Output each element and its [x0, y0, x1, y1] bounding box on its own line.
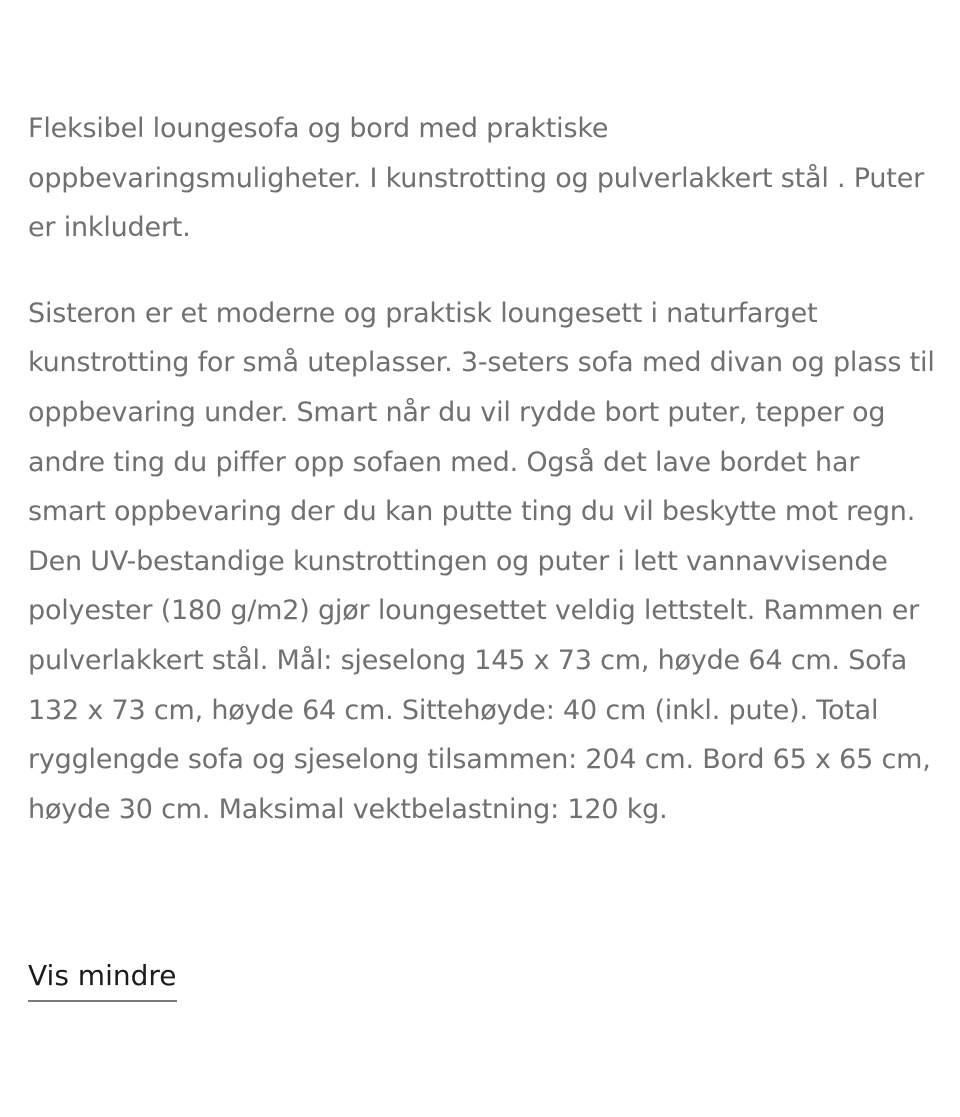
description-details-paragraph: Sisteron er et moderne og praktisk loungesett i naturfarget kunstrotting for små uteplasser. 3-seters sofa med divan og plass til oppbevaring under. Smart når du vil rydde bort puter, tepper og andre ting du piffer opp sofaen med. Også det lave bordet har smart oppbevaring der du kan putte ting du vil beskytte mot regn. Den UV-bestandige kunstrottingen og puter i lett vannavvisende polyester (180 g/m2) gjør loungesettet veldig lettstelt. Rammen er pulverlakkert stål. Mål: sjeselong 145 x 73 cm, høyde 64 cm. Sofa 132 x 73 cm, høyde 64 cm. Sittehøyde: 40 cm (inkl. pute). Total rygglengde sofa og sjeselong tilsammen: 204 cm. Bord 65 x 65 cm, høyde 30 cm. Maksimal vektbelastning: 120 kg. — [28, 297, 935, 825]
show-less-link[interactable]: Vis mindre — [28, 956, 177, 1002]
product-description — [28, 104, 938, 870]
description-intro-paragraph: Fleksibel loungesofa og bord med praktiske oppbevaringsmuligheter. I kunstrotting og pulverlakkert stål . Puter er inkludert. — [28, 113, 925, 244]
